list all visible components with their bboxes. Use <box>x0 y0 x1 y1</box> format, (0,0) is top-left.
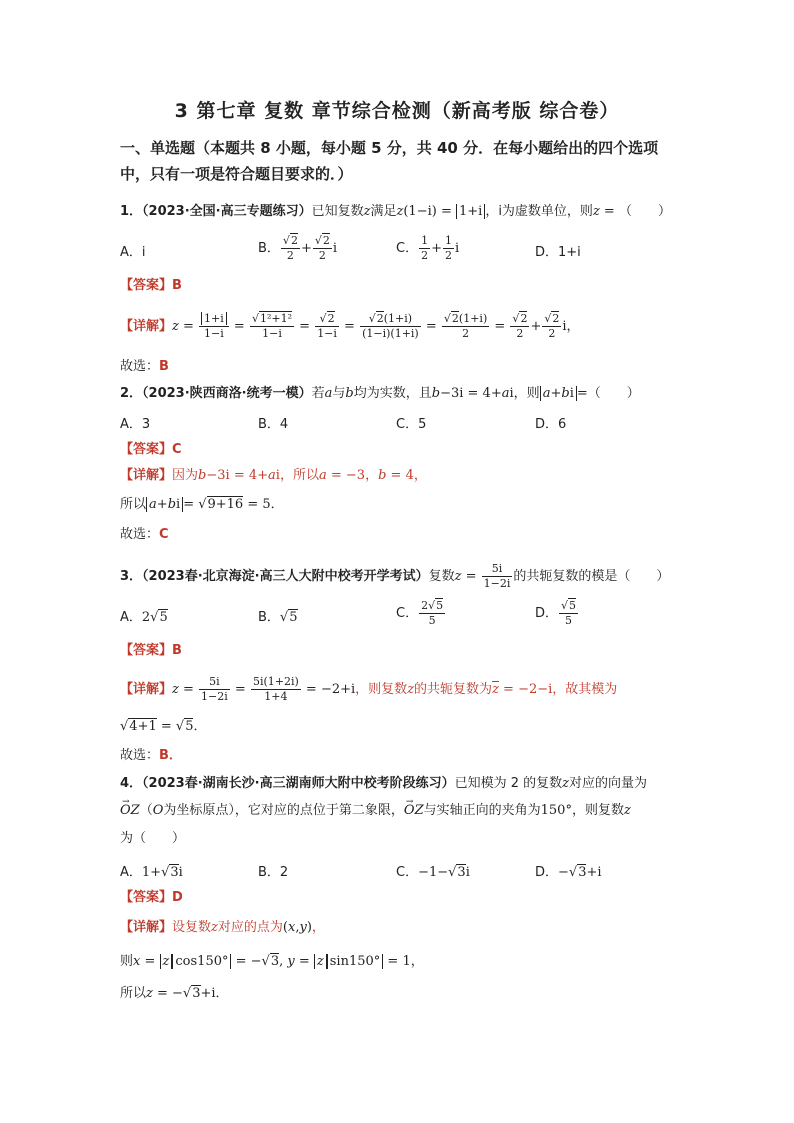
question-1-option-d[interactable]: D．1+i <box>535 245 581 260</box>
question-4-stem: 4．（2023春·湖南长沙·高三湖南师大附中校考阶段练习）已知模为 2 的复数z对应的向量为 <box>120 776 648 791</box>
question-3-option-c[interactable]: C． $\frac{2√5}{5}$ <box>396 599 444 627</box>
question-3-option-d[interactable]: D． $\frac{√5}{5}$ <box>535 599 577 627</box>
question-4-stem-2: → OZ（O为坐标原点），它对应的点位于第二象限，→ OZ与实轴正向的夹角为150°，则复数z <box>120 802 631 820</box>
question-3-detail: 【详解】z = $\frac{5i}{1-2i}$ = $\frac{5i(1+2i)}{1+4}$ = −2+i，则复数z的共轭复数为$\overline{z} = -2-i$，故其模为 <box>120 675 618 703</box>
question-2-detail: 【详解】因为b−3i = 4+ai，所以a = −3，b = 4， <box>120 468 427 483</box>
question-1-option-a[interactable]: A．i <box>120 245 146 260</box>
question-2-answer: 【答案】C <box>120 442 182 457</box>
question-3-choose: 故选：B． <box>120 748 182 763</box>
section-heading: 一、单选题（本题共 8 小题，每小题 5 分，共 40 分．在每小题给出的四个选项中，只有一项是符合题目要求的．） <box>120 139 659 183</box>
page-title: 3 第七章 复数 章节综合检测（新高考版 综合卷） <box>174 100 620 122</box>
question-3-detail-2: √4+1 = √5． <box>120 719 207 734</box>
question-1-option-c[interactable]: C． $\frac{1}{2}$ + $\frac{1}{2}$ i <box>396 234 460 262</box>
question-4-detail: 【详解】设复数z对应的点为(x,y)， <box>120 920 325 935</box>
question-1-answer: 【答案】B <box>120 278 182 293</box>
question-1-stem: 1．（2023·全国·高三专题练习）已知复数z满足z(1−i) = 1+i ，i为虚数单位，则z = （ ） <box>120 204 671 219</box>
question-3-option-b[interactable]: B．√5 <box>258 610 298 625</box>
question-4-option-a[interactable]: A．1+√3i <box>120 865 183 880</box>
question-4-option-c[interactable]: C．−1−√3i <box>396 865 470 880</box>
question-4-stem-3: 为（ ） <box>120 831 186 846</box>
question-1-detail: 【详解】z = $\frac{1+i}{1-i}$ = $\frac{\text{√1²+1²}}{1-i}$ = $\frac{√2}{1-i}$ = $\frac{√2(1+i)}{(1-i)(1+i)}$ = $\frac{√2(1+i)}{2}$ = $\frac{√2}{2}$ + $\frac{√2}{2}$ i， <box>120 312 580 340</box>
question-2-stem: 2．（2023·陕西商洛·统考一模）若a与b均为实数，且b−3i = 4+ai，则 a+bi =（ ） <box>120 386 640 401</box>
question-2-option-b[interactable]: B．4 <box>258 417 289 432</box>
question-1-choose: 故选：B <box>120 359 169 374</box>
question-2-option-a[interactable]: A．3 <box>120 417 151 432</box>
question-4-option-b[interactable]: B．2 <box>258 865 289 880</box>
question-3-answer: 【答案】B <box>120 643 182 658</box>
question-4-detail-3: 所以z = −√3+i． <box>120 986 229 1001</box>
question-3-option-a[interactable]: A．2√5 <box>120 610 168 625</box>
question-3-stem: 3．（2023春·北京海淀·高三人大附中校考开学考试）复数z = $\frac{5i}{1-2i}$ 的共轭复数的模是（ ） <box>120 562 670 590</box>
question-4-option-d[interactable]: D．−√3+i <box>535 865 602 880</box>
question-2-choose: 故选：C <box>120 527 169 542</box>
question-2-detail-2: 所以 a+bi = √9+16 = 5． <box>120 497 284 512</box>
question-4-detail-2: 则x = z cos150° = −√3, y = z sin150° = 1， <box>120 954 424 969</box>
question-2-option-d[interactable]: D．6 <box>535 417 567 432</box>
question-1-option-b[interactable]: B． $\frac{√2}{2}$ + $\frac{√2}{2}$ i <box>258 234 338 262</box>
question-4-answer: 【答案】D <box>120 890 183 905</box>
question-2-option-c[interactable]: C．5 <box>396 417 427 432</box>
